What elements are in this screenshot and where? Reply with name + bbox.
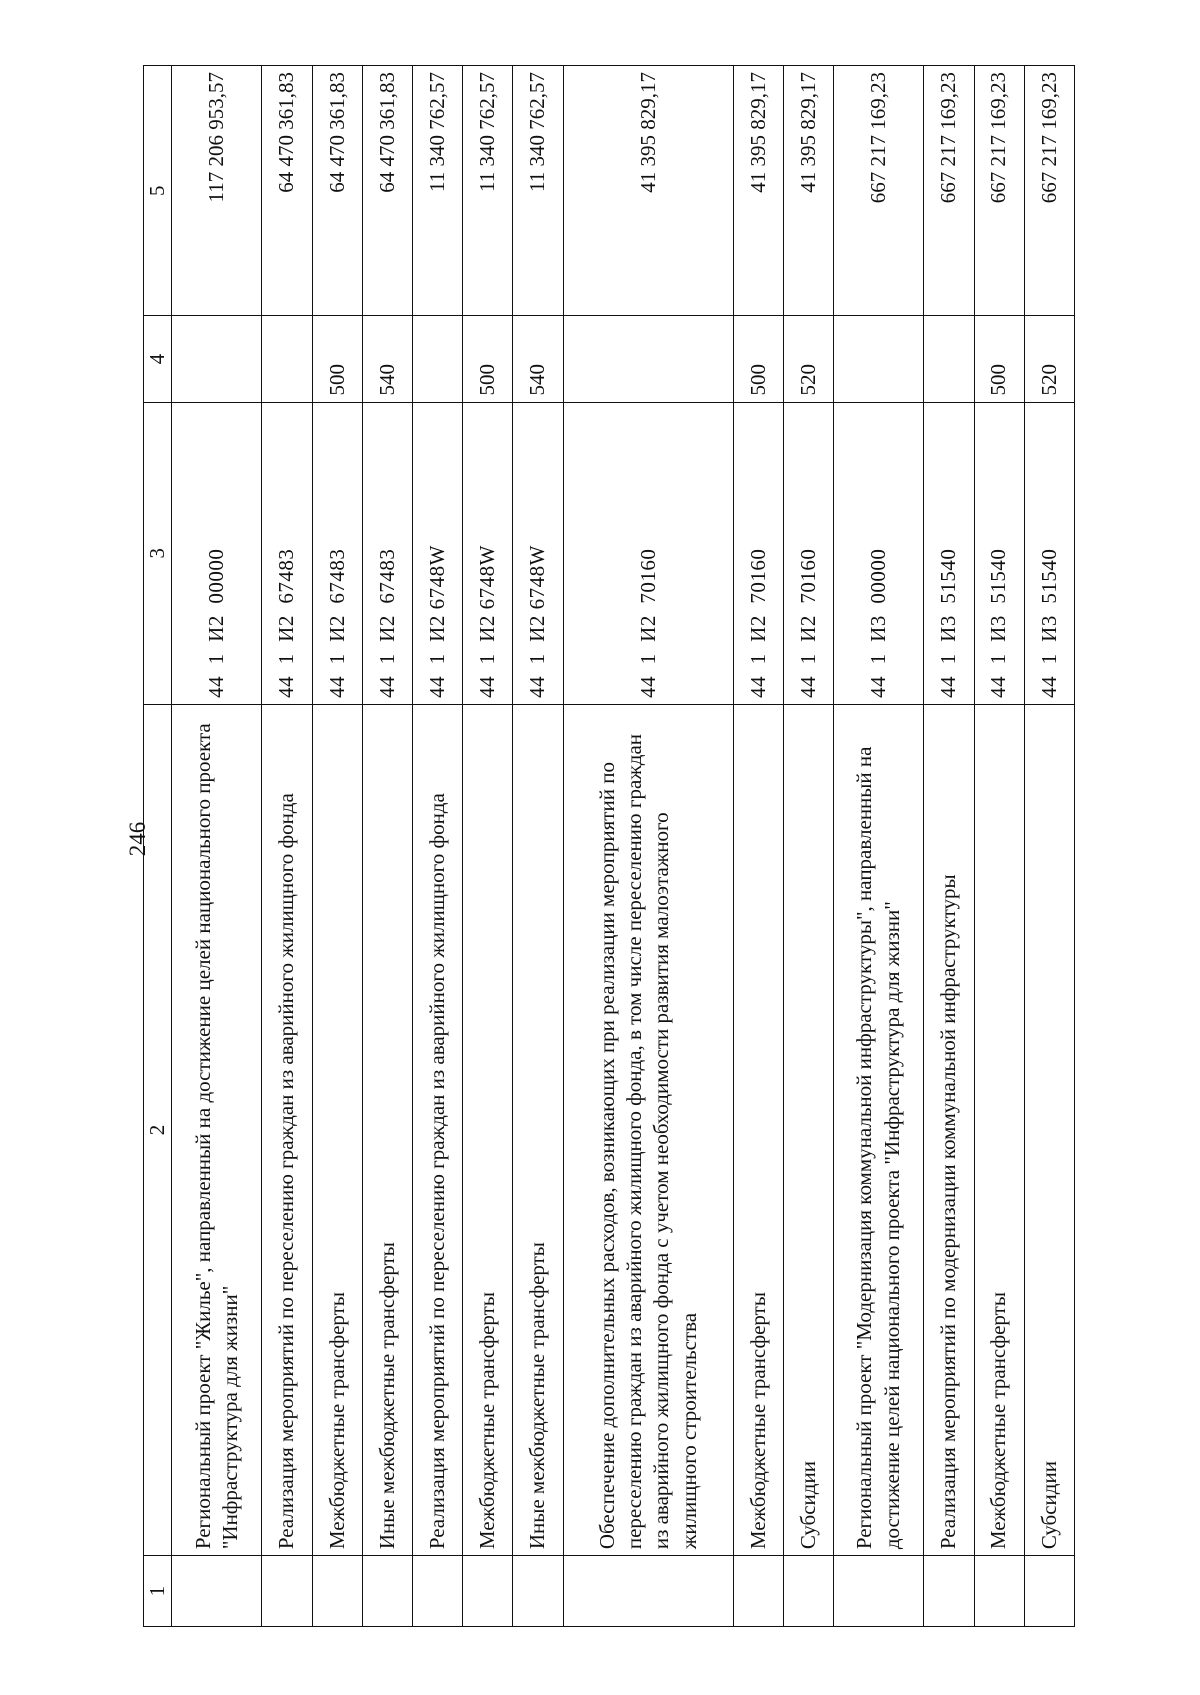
item-name-cell: Реализация мероприятий по модернизации коммунальной инфраструктуры bbox=[924, 704, 974, 1555]
classification-code-cell: 44 1 И2 70160 bbox=[563, 402, 733, 704]
amount-cell: 117 206 953,57 bbox=[172, 66, 262, 317]
expense-type-cell bbox=[172, 316, 262, 402]
table-row bbox=[834, 66, 924, 1627]
table-row bbox=[1024, 66, 1074, 1627]
item-name-cell: Субсидии bbox=[1024, 704, 1074, 1555]
classification-code-cell: 44 1 И3 51540 bbox=[1024, 402, 1074, 704]
expense-type-cell: 500 bbox=[974, 316, 1024, 402]
classification-code-cell: 44 1 И2 67483 bbox=[312, 402, 362, 704]
item-name-cell: Иные межбюджетные трансферты bbox=[513, 704, 563, 1555]
header-col-1: 1 bbox=[144, 1556, 172, 1627]
amount-cell: 667 217 169,23 bbox=[924, 66, 974, 317]
row-number-cell bbox=[362, 1556, 412, 1627]
header-col-5: 5 bbox=[144, 66, 172, 317]
table-body bbox=[172, 66, 1075, 1627]
expense-type-cell: 540 bbox=[362, 316, 412, 402]
row-number-cell bbox=[974, 1556, 1024, 1627]
classification-code-cell: 44 1 И2 6748W bbox=[413, 402, 463, 704]
table-row bbox=[563, 66, 733, 1627]
amount-cell: 667 217 169,23 bbox=[974, 66, 1024, 317]
classification-code-cell: 44 1 И3 00000 bbox=[834, 402, 924, 704]
amount-cell: 667 217 169,23 bbox=[1024, 66, 1074, 317]
amount-cell: 64 470 361,83 bbox=[262, 66, 312, 317]
expense-type-cell: 500 bbox=[733, 316, 783, 402]
header-row bbox=[144, 66, 172, 1627]
row-number-cell bbox=[1024, 1556, 1074, 1627]
classification-code-cell: 44 1 И2 00000 bbox=[172, 402, 262, 704]
row-number-cell bbox=[563, 1556, 733, 1627]
item-name-cell: Реализация мероприятий по переселению граждан из аварийного жилищного фонда bbox=[413, 704, 463, 1555]
header-col-3: 3 bbox=[144, 402, 172, 704]
row-number-cell bbox=[463, 1556, 513, 1627]
item-name-cell: Субсидии bbox=[783, 704, 833, 1555]
row-number-cell bbox=[312, 1556, 362, 1627]
table-row bbox=[733, 66, 783, 1627]
row-number-cell bbox=[413, 1556, 463, 1627]
row-number-cell bbox=[834, 1556, 924, 1627]
classification-code-cell: 44 1 И2 6748W bbox=[463, 402, 513, 704]
expense-type-cell bbox=[834, 316, 924, 402]
table-row bbox=[312, 66, 362, 1627]
table-row bbox=[513, 66, 563, 1627]
budget-table bbox=[143, 65, 1075, 1627]
expense-type-cell: 520 bbox=[1024, 316, 1074, 402]
classification-code-cell: 44 1 И3 51540 bbox=[924, 402, 974, 704]
classification-code-cell: 44 1 И3 51540 bbox=[974, 402, 1024, 704]
item-name-cell: Межбюджетные трансферты bbox=[974, 704, 1024, 1555]
page-number: 246 bbox=[125, 821, 150, 857]
amount-cell: 41 395 829,17 bbox=[733, 66, 783, 317]
item-name-cell: Иные межбюджетные трансферты bbox=[362, 704, 412, 1555]
table-row bbox=[413, 66, 463, 1627]
amount-cell: 11 340 762,57 bbox=[513, 66, 563, 317]
table-row bbox=[172, 66, 262, 1627]
classification-code-cell: 44 1 И2 67483 bbox=[362, 402, 412, 704]
row-number-cell bbox=[262, 1556, 312, 1627]
amount-cell: 64 470 361,83 bbox=[312, 66, 362, 317]
table-row bbox=[262, 66, 312, 1627]
expense-type-cell bbox=[413, 316, 463, 402]
amount-cell: 11 340 762,57 bbox=[413, 66, 463, 317]
amount-cell: 41 395 829,17 bbox=[783, 66, 833, 317]
classification-code-cell: 44 1 И2 6748W bbox=[513, 402, 563, 704]
item-name-cell: Межбюджетные трансферты bbox=[312, 704, 362, 1555]
table-row bbox=[362, 66, 412, 1627]
item-name-cell: Региональный проект "Модернизация коммунальной инфраструктуры", направленный на достижение целей национального проекта "Инфраструктура для жизни" bbox=[834, 704, 924, 1555]
table-row bbox=[783, 66, 833, 1627]
item-name-cell: Межбюджетные трансферты bbox=[733, 704, 783, 1555]
amount-cell: 11 340 762,57 bbox=[463, 66, 513, 317]
expense-type-cell: 500 bbox=[312, 316, 362, 402]
row-number-cell bbox=[924, 1556, 974, 1627]
expense-type-cell: 500 bbox=[463, 316, 513, 402]
budget-table-sheet bbox=[143, 65, 1075, 1627]
expense-type-cell: 540 bbox=[513, 316, 563, 402]
item-name-cell: Региональный проект "Жилье", направленный на достижение целей национального проекта "Инфраструктура для жизни" bbox=[172, 704, 262, 1555]
expense-type-cell: 520 bbox=[783, 316, 833, 402]
classification-code-cell: 44 1 И2 70160 bbox=[733, 402, 783, 704]
expense-type-cell bbox=[563, 316, 733, 402]
amount-cell: 667 217 169,23 bbox=[834, 66, 924, 317]
item-name-cell: Межбюджетные трансферты bbox=[463, 704, 513, 1555]
row-number-cell bbox=[513, 1556, 563, 1627]
classification-code-cell: 44 1 И2 70160 bbox=[783, 402, 833, 704]
item-name-cell: Обеспечение дополнительных расходов, возникающих при реализации мероприятий по переселению граждан из аварийного жилищного фонда, в том числе переселению граждан из аварийного жилищного фонда с учетом необходимости развития малоэтажного жилищного строительства bbox=[563, 704, 733, 1555]
row-number-cell bbox=[733, 1556, 783, 1627]
row-number-cell bbox=[783, 1556, 833, 1627]
expense-type-cell bbox=[924, 316, 974, 402]
amount-cell: 64 470 361,83 bbox=[362, 66, 412, 317]
header-col-2: 2 bbox=[144, 704, 172, 1555]
item-name-cell: Реализация мероприятий по переселению граждан из аварийного жилищного фонда bbox=[262, 704, 312, 1555]
row-number-cell bbox=[172, 1556, 262, 1627]
classification-code-cell: 44 1 И2 67483 bbox=[262, 402, 312, 704]
amount-cell: 41 395 829,17 bbox=[563, 66, 733, 317]
table-row bbox=[974, 66, 1024, 1627]
expense-type-cell bbox=[262, 316, 312, 402]
table-row bbox=[463, 66, 513, 1627]
table-row bbox=[924, 66, 974, 1627]
header-col-4: 4 bbox=[144, 316, 172, 402]
